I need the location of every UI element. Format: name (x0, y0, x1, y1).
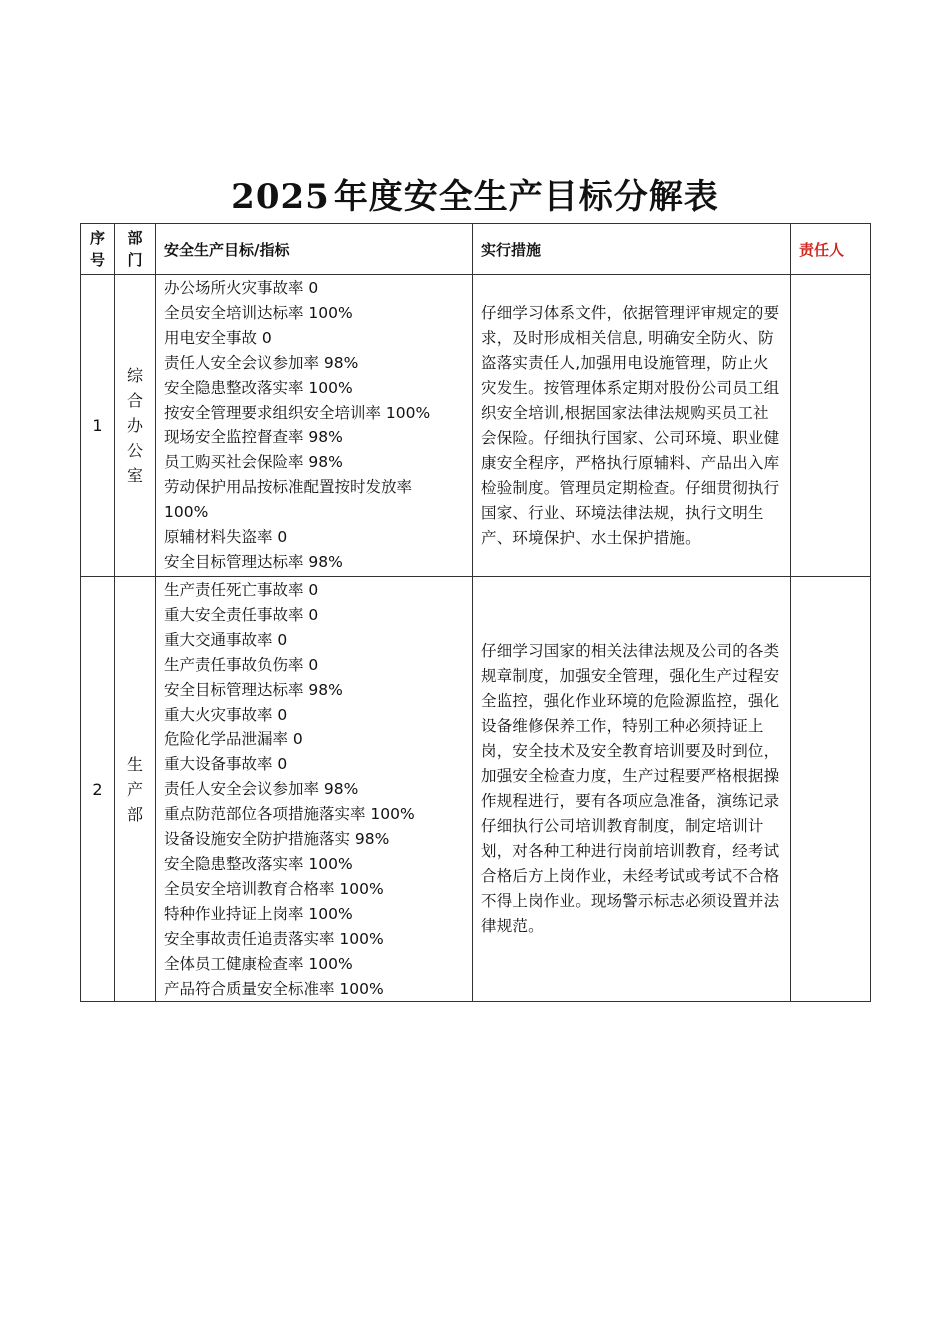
target-item: 办公场所火灾事故率 0 (164, 279, 319, 297)
measure-text: 仔细学习国家的相关法律法规及公司的各类规章制度，加强安全管理，强化生产过程安全监控，强化作业环境的危险源监控，强化设备维修保养工作，特别工种必须持证上岗，安全技术及安全教育培训要及时到位，加强安全检查力度，生产过程要严格根据操作规程进行，要有各项应急准备，演练记录 (481, 642, 780, 811)
target-item: 重大交通事故率 0 (164, 630, 288, 649)
target-item: 责任人安全会议参加率 98% (164, 780, 359, 799)
target-item: 安全目标管理达标率 98% (164, 680, 343, 699)
target-item: 危险化学品泄漏率 0 (164, 730, 303, 749)
row-measures (473, 275, 791, 577)
measure-text: 仔细学习体系文件，依据管理评审规定的要求，及时形成相关信息, 明确安全防火、防盗落实责任人,加强用电设施管理，防止火灾发生。按管理体系定期对股份公司员工组织安全培训,根据国家法律法规购买员工社会保险。仔细执行国家、公司环境、职业健康安全程序，严格执行原辅料、产品出入库检验制度。管理员定期检查。仔细贯彻执行国家、行业、环境法律法规，执行文明生产、环境保护、水土保护措施。 (481, 303, 780, 547)
target-item: 劳动保护用品按标准配置按时发放率 (164, 478, 413, 497)
title-year: 2025 (231, 176, 330, 217)
row-targets (156, 275, 473, 577)
target-item: 安全目标管理达标率 98% (164, 552, 343, 571)
target-item: 现场安全监控督查率 98% (164, 428, 343, 447)
header-measures: 实行措施 (473, 224, 791, 275)
target-item: 重大安全责任事故率 0 (164, 605, 319, 624)
target-item: 重大火灾事故率 0 (164, 705, 288, 724)
target-item: 100% (164, 503, 209, 522)
target-item: 重大设备事故率 0 (164, 755, 288, 774)
header-dept: 部 门 (115, 224, 156, 275)
target-item: 员工购买社会保险率 98% (164, 453, 343, 472)
target-item: 全员安全培训达标率 100% (164, 303, 353, 322)
row-responsible (791, 275, 871, 577)
table-row (81, 577, 871, 1002)
target-item: 安全隐患整改落实率 100% (164, 378, 353, 397)
target-item: 全体员工健康检查率 100% (164, 954, 353, 973)
target-item: 安全事故责任追责落实率 100% (164, 929, 384, 948)
target-item: 生产责任事故负伤率 0 (164, 655, 319, 674)
target-item: 设备设施安全防护措施落实 98% (164, 830, 390, 849)
target-item: 特种作业持证上岗率 100% (164, 904, 353, 923)
header-targets: 安全生产目标/指标 (156, 224, 473, 275)
table-row (81, 275, 871, 577)
header-row (81, 224, 871, 275)
row-dept: 生 产 部 (115, 577, 156, 1002)
target-item: 用电安全事故 0 (164, 328, 272, 347)
measure-text: 仔细执行公司培训教育制度，制定培训计划，对各种工种进行岗前培训教育，经考试合格后方上岗作业，未经考试或考试不合格不得上岗作业。现场警示标志必须设置并法律规范。 (481, 817, 780, 936)
row-dept: 综 合 办 公 室 (115, 275, 156, 577)
title-text: 年度安全生产目标分解表 (333, 176, 719, 217)
row-targets (156, 577, 473, 1002)
target-item: 重点防范部位各项措施落实率 100% (164, 805, 415, 824)
target-item: 全员安全培训教育合格率 100% (164, 879, 384, 898)
header-responsible: 责任人 (791, 224, 871, 275)
target-item: 原辅材料失盗率 0 (164, 528, 288, 547)
safety-target-table (80, 223, 871, 1002)
row-responsible (791, 577, 871, 1002)
target-item: 责任人安全会议参加率 98% (164, 353, 359, 372)
target-item: 按安全管理要求组织安全培训率 100% (164, 403, 431, 422)
row-seq: 2 (81, 577, 115, 1002)
target-item: 安全隐患整改落实率 100% (164, 854, 353, 873)
target-item: 产品符合质量安全标准率 100% (164, 979, 384, 998)
row-seq: 1 (81, 275, 115, 577)
header-seq: 序 号 (81, 224, 115, 275)
page-title (0, 171, 950, 223)
row-measures (473, 577, 791, 1002)
target-item: 生产责任死亡事故率 0 (164, 581, 319, 599)
